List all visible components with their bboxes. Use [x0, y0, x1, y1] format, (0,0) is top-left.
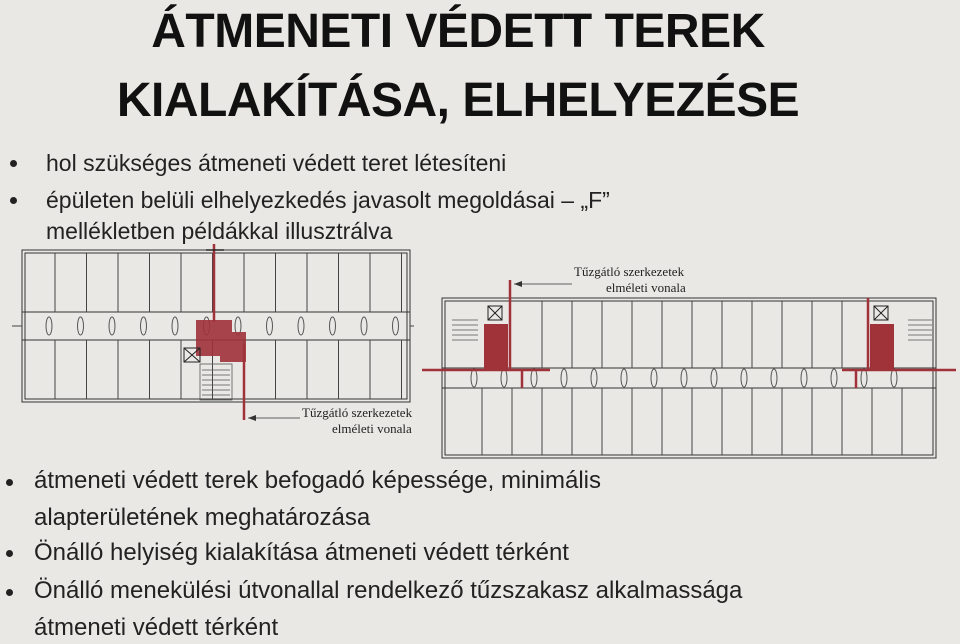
door-symbol	[651, 369, 657, 387]
door-symbol	[561, 369, 567, 387]
door-symbol	[861, 369, 867, 387]
floor-plan-left	[10, 244, 415, 436]
bullet-dot-icon	[10, 160, 17, 167]
bullet-item-continuation: mellékletben példákkal illusztrálva	[46, 218, 393, 244]
door-symbol	[172, 317, 178, 335]
door-symbol	[891, 369, 897, 387]
door-symbol	[109, 317, 115, 335]
door-symbol	[591, 369, 597, 387]
title-line-1: ÁTMENETI VÉDETT TEREK	[151, 5, 765, 58]
protected-space-area	[870, 324, 894, 370]
left-caption-line-1: Tűzgátló szerkezetek	[302, 405, 413, 420]
bullet-item-continuation: alapterületének meghatározása	[34, 504, 371, 531]
left-caption-line-2: elméleti vonala	[332, 421, 412, 436]
bullet-item-continuation: átmeneti védett térként	[34, 614, 279, 641]
bullet-item: épületen belüli elhelyezkedés javasolt megoldásai – „F”	[46, 187, 610, 213]
bullet-item: átmeneti védett terek befogadó képessége, minimális	[34, 467, 601, 494]
door-symbol	[393, 317, 399, 335]
bullet-item: hol szükséges átmeneti védett teret létesíteni	[46, 150, 507, 176]
bullet-item: Önálló menekülési útvonallal rendelkező tűzszakasz alkalmassága	[34, 577, 743, 604]
title-line-2: KIALAKÍTÁSA, ELHELYEZÉSE	[116, 74, 800, 127]
right-caption-line-2: elméleti vonala	[606, 280, 686, 295]
door-symbol	[361, 317, 367, 335]
door-symbol	[501, 369, 507, 387]
bullet-item: Önálló helyiség kialakítása átmeneti védett térként	[34, 539, 569, 566]
bullet-dot-icon	[6, 479, 13, 486]
door-symbol	[681, 369, 687, 387]
door-symbol	[831, 369, 837, 387]
door-symbol	[471, 369, 477, 387]
bullet-dot-icon	[10, 197, 17, 204]
door-symbol	[801, 369, 807, 387]
door-symbol	[78, 317, 84, 335]
door-symbol	[531, 369, 537, 387]
bullet-dot-icon	[6, 589, 13, 596]
right-caption-line-1: Tűzgátló szerkezetek	[574, 264, 685, 279]
door-symbol	[741, 369, 747, 387]
door-symbol	[267, 317, 273, 335]
protected-space-area	[196, 320, 246, 362]
door-symbol	[330, 317, 336, 335]
door-symbol	[298, 317, 304, 335]
floor-plan-right	[422, 262, 956, 460]
door-symbol	[771, 369, 777, 387]
bullet-dot-icon	[6, 550, 13, 557]
door-symbol	[46, 317, 52, 335]
door-symbol	[621, 369, 627, 387]
door-symbol	[141, 317, 147, 335]
protected-space-area	[484, 324, 508, 370]
door-symbol	[711, 369, 717, 387]
